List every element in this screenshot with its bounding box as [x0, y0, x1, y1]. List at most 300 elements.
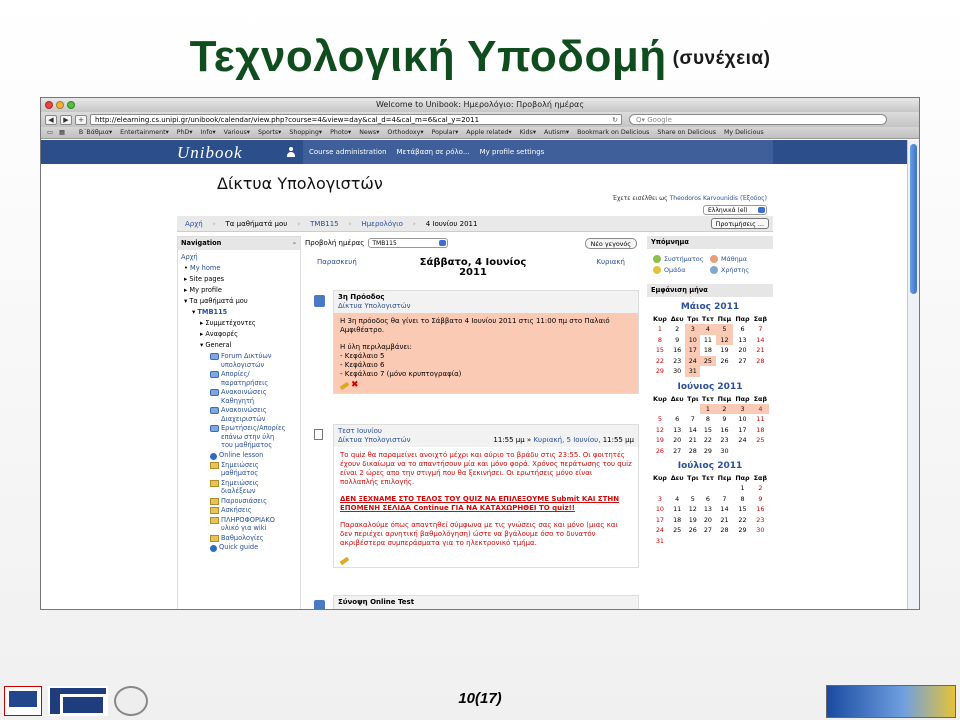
day-view — [305, 236, 639, 610]
search-field[interactable]: Q▾ Google — [629, 114, 887, 125]
window-controls — [45, 101, 75, 109]
nav-resource-item[interactable] — [210, 543, 288, 552]
calendar-day[interactable]: 22 — [703, 436, 712, 445]
back-button[interactable]: ◀ — [45, 115, 57, 125]
calendar-day — [733, 536, 751, 547]
legend-item[interactable] — [710, 266, 767, 274]
calendar-day[interactable]: 3 — [685, 324, 700, 335]
page-number: 10(17) — [458, 690, 502, 707]
calendar-day[interactable]: 14 — [720, 505, 729, 514]
calendar-day[interactable]: 24 — [655, 526, 664, 535]
calendar-day[interactable]: 28 — [756, 356, 765, 365]
weekday-header: Πεμ — [717, 315, 732, 323]
calendar-day[interactable]: 1 — [700, 404, 715, 415]
event-time: 11:55 μμ » Κυριακή, 5 Ιουνίου, 11:55 μμ — [493, 436, 634, 444]
calendar-day[interactable]: 2 — [675, 325, 680, 334]
view-controls — [305, 236, 639, 250]
calendar-day[interactable]: 28 — [688, 446, 697, 455]
month-table — [651, 314, 769, 377]
folder-icon — [210, 480, 219, 487]
calendar-day[interactable]: 12 — [655, 425, 664, 434]
calendar-day[interactable]: 15 — [655, 346, 664, 355]
event-header — [334, 425, 638, 447]
preferences-button[interactable]: Προτιμήσεις ... — [711, 218, 769, 229]
forum-icon — [210, 425, 219, 432]
calendar-day[interactable]: 7 — [690, 415, 695, 424]
legend-label: Μάθημα — [721, 255, 747, 263]
nav-home[interactable]: Αρχή — [181, 253, 198, 261]
reading-list-icon[interactable]: ▭ — [47, 129, 53, 136]
reload-icon[interactable]: ↻ — [612, 116, 618, 124]
delete-icon[interactable]: ✖ — [351, 380, 359, 390]
zoom-window-button[interactable] — [67, 101, 75, 109]
day-header — [305, 250, 639, 284]
calendar-day[interactable]: 17 — [685, 345, 700, 356]
course-select[interactable]: TMB115 — [368, 238, 448, 248]
weekday-header: Κυρ — [653, 474, 667, 482]
calendar-day[interactable]: 14 — [756, 335, 765, 344]
calendar-day[interactable]: 15 — [703, 425, 712, 434]
nav-resource-item[interactable] — [210, 451, 288, 460]
calendar-day[interactable]: 22 — [738, 515, 747, 524]
previous-day-link[interactable]: Παρασκευή — [317, 258, 357, 266]
window-title: Welcome to Unibook: Ημερολόγιο: Προβολή ημέρας — [375, 100, 585, 109]
weekday-header: Δευ — [670, 315, 684, 323]
calendar-day[interactable]: 20 — [673, 436, 682, 445]
event-card — [333, 595, 639, 610]
nav-my-profile[interactable]: ▸ My profile — [184, 286, 222, 294]
event-warning: ΔΕΝ ΞΕΧΝΑΜΕ ΣΤΟ ΤΕΛΟΣ ΤΟΥ QUIZ ΝΑ ΕΠΙΛΕΞΟΥΜΕ Submit ΚΑΙ ΣΤΗΝ ΕΠΟΜΕΝΗ ΣΕΛΙΔΑ Continue ΓΙΑ ΝΑ ΚΑΤΑΧΩΡΗΘΕΙ ΤΟ quiz!! — [340, 495, 620, 512]
nav-resource-label: Σημειώσεις διαλέξεων — [221, 478, 259, 495]
resource-list — [178, 352, 288, 552]
weekday-header: Τετ — [701, 474, 714, 482]
breadcrumb-course[interactable]: ΤΜΒ115 — [310, 219, 339, 228]
bookmark-item[interactable]: PhD▾ — [176, 129, 193, 136]
close-window-button[interactable] — [45, 101, 53, 109]
bookmark-item[interactable]: Share on Delicious — [657, 129, 716, 136]
menu-switch-role[interactable]: Μετάβαση σε ρόλο... — [396, 148, 470, 156]
calendar-day — [685, 404, 700, 415]
user-link[interactable]: Theodoros Karvounidis — [669, 195, 739, 202]
calendar-day[interactable]: 29 — [738, 526, 747, 535]
calendar-day[interactable]: 21 — [756, 346, 765, 355]
event-name: Σύνοψη Online Test — [338, 598, 415, 606]
calendar-day[interactable]: 10 — [685, 335, 700, 346]
event-text: Η 3η πρόοδος θα γίνει το Σάββατο 4 Ιουνίου 2011 στις 11:00 πμ στο Παλαιό Αμφιθέατρο. — [340, 317, 610, 334]
window-titlebar — [41, 98, 919, 112]
month-title[interactable]: Ιούλιος 2011 — [677, 461, 743, 471]
navigation-tree — [178, 250, 300, 351]
weekday-header: Τετ — [701, 394, 714, 403]
calendar-day[interactable]: 20 — [703, 515, 712, 524]
weekday-header: Δευ — [670, 474, 684, 482]
bookmark-item[interactable]: Bookmark on Delicious — [577, 129, 650, 136]
calendar-day[interactable]: 11 — [673, 505, 682, 514]
folder-icon — [210, 507, 219, 514]
event-text: Το quiz θα παραμείνει ανοιχτό μέχρι και αύριο το βράδυ στις 23:55. Οι φοιτητές έχουν δικαίωμα να το απαντήσουν μία και μόνο φορά. Χρόνος περάτωσης του quiz είναι 2 ώρες απο την στιγμή που θα ξεκινήσει. Οι ερωτήσεις μόνο είναι πολλαπλής επιλογής. — [340, 451, 632, 486]
legend-heading: Υπόμνημα — [647, 236, 773, 249]
calendar-day[interactable]: 25 — [756, 436, 765, 445]
calendar-day — [716, 483, 734, 494]
event-course-link[interactable]: Δίκτυα Υπολογιστών — [338, 436, 411, 444]
calendar-day[interactable]: 6 — [675, 415, 680, 424]
calendar-day[interactable]: 13 — [673, 425, 682, 434]
nav-resource-label: Ασκήσεις — [221, 506, 252, 514]
event-header — [334, 596, 638, 609]
event-list-item: - Κεφάλαιο 7 (μόνο κρυπτογραφία) — [340, 370, 462, 378]
forum-icon — [210, 353, 219, 360]
nav-course[interactable]: ▾ TMB115 — [192, 308, 228, 316]
calendar-day[interactable]: 9 — [675, 335, 680, 344]
nav-resource-label: Βαθμολογίες — [221, 533, 264, 542]
weekday-header: Κυρ — [653, 394, 667, 403]
nav-resource-label: Ανακοινώσεις Καθηγητή — [221, 388, 267, 405]
next-day-link[interactable]: Κυριακή — [596, 258, 625, 266]
calendar-day[interactable]: 30 — [673, 367, 682, 376]
calendar-day — [752, 536, 769, 547]
calendar-day[interactable]: 30 — [756, 526, 765, 535]
calendar-day[interactable]: 6 — [740, 325, 745, 334]
grid-icon[interactable]: ▦ — [58, 129, 65, 136]
calendar-day[interactable]: 21 — [720, 515, 729, 524]
calendar-day[interactable]: 24 — [738, 436, 747, 445]
bookmark-item[interactable]: My Delicious — [723, 129, 764, 136]
course-header — [177, 164, 773, 216]
bookmark-item[interactable]: Kids▾ — [519, 129, 536, 136]
calendar-day — [685, 536, 700, 547]
calendar-day[interactable]: 22 — [655, 356, 664, 365]
calendar-day[interactable]: 23 — [673, 356, 682, 365]
event-end-day-link[interactable]: Κυριακή, 5 Ιουνίου, — [533, 436, 601, 444]
event-text: Παρακαλούμε όπως απαντηθεί σύμφωνα με τις γνώσεις σας και μόνο (μιας και δεν περιέχει αρνητική βαθμολόγηση) ώστε να βγάλουμε όσο το δυνατόν ακριβέστερα συμπεράσματα για το ηλεκτρονικό τμήμα. — [340, 521, 618, 547]
navigation-heading: Navigation – — [178, 237, 300, 250]
calendar-sidebar — [647, 236, 773, 610]
folder-icon — [210, 498, 219, 505]
globe-icon — [210, 453, 217, 460]
legend-eye-icon — [653, 266, 661, 274]
nav-resource-label: Quick guide — [219, 543, 259, 551]
calendar-day[interactable]: 12 — [688, 505, 697, 514]
web-page — [41, 140, 909, 610]
calendar-day[interactable]: 5 — [657, 415, 662, 424]
weekday-header: Δευ — [670, 394, 684, 403]
calendar-day[interactable]: 21 — [688, 436, 697, 445]
calendar-day[interactable]: 19 — [655, 436, 664, 445]
bookmark-item[interactable]: Info▾ — [200, 129, 216, 136]
calendar-day[interactable]: 4 — [752, 404, 769, 415]
calendar-day[interactable]: 2 — [716, 404, 734, 415]
calendar-day[interactable]: 8 — [705, 415, 710, 424]
weekday-header: Κυρ — [653, 315, 667, 323]
legend-eye-icon — [710, 255, 718, 263]
menu-profile-settings[interactable]: My profile settings — [479, 148, 545, 156]
site-menu — [303, 140, 773, 164]
calendar-day[interactable]: 13 — [703, 505, 712, 514]
nav-resource-item[interactable] — [210, 370, 288, 387]
legend-label: Χρήστης — [721, 266, 750, 274]
breadcrumb-current-day: 4 Ιουνίου 2011 — [425, 219, 478, 228]
calendar-day[interactable]: 26 — [688, 526, 697, 535]
legend-eye-icon — [710, 266, 718, 274]
nav-resource-label: Παρουσιάσεις — [221, 496, 267, 505]
nav-site-pages[interactable]: ▸ Site pages — [184, 275, 225, 283]
user-icon[interactable] — [286, 147, 296, 157]
weekday-header: Πεμ — [717, 394, 732, 403]
calendar-day[interactable]: 8 — [740, 494, 745, 503]
calendar-day — [733, 446, 751, 457]
calendar-day[interactable]: 25 — [700, 356, 715, 367]
bookmark-item[interactable]: Various▾ — [223, 129, 250, 136]
bookmark-item[interactable]: News▾ — [359, 129, 380, 136]
breadcrumb-my-courses[interactable]: Τα μαθήματά μου — [225, 219, 288, 228]
nav-resource-item[interactable] — [210, 534, 288, 543]
calendar-day[interactable]: 5 — [716, 324, 734, 335]
calendar-day[interactable]: 16 — [756, 505, 765, 514]
nav-resource-item[interactable] — [210, 506, 288, 515]
calendar-day — [752, 446, 769, 457]
address-bar[interactable] — [90, 114, 622, 125]
calendar-day[interactable]: 7 — [722, 494, 727, 503]
calendar-day[interactable]: 17 — [655, 515, 664, 524]
weekday-header: Παρ — [735, 394, 750, 403]
calendar-day[interactable]: 9 — [722, 415, 727, 424]
calendar-day — [716, 536, 734, 547]
calendar-day[interactable]: 28 — [720, 526, 729, 535]
url-text: http://elearning.cs.unipi.gr/unibook/calendar/view.php?course=4&view=day&cal_d=4&cal_m=6&cal_y=2011 — [95, 116, 480, 124]
calendar-day — [669, 536, 686, 547]
slide-title — [0, 32, 960, 82]
calendar-day[interactable]: 9 — [758, 494, 763, 503]
calendar-day[interactable]: 29 — [655, 367, 664, 376]
month-view-heading[interactable]: Εμφάνιση μήνα — [647, 284, 773, 297]
calendar-day[interactable]: 31 — [655, 536, 664, 545]
nav-resource-label: Σημειώσεις μαθήματος — [221, 460, 259, 477]
calendar-day[interactable]: 3 — [733, 404, 751, 415]
calendar-day[interactable]: 1 — [740, 484, 745, 493]
nav-resource-item[interactable] — [210, 424, 288, 450]
calendar-day[interactable]: 20 — [738, 346, 747, 355]
calendar-day[interactable]: 27 — [673, 446, 682, 455]
month-table — [651, 394, 769, 457]
calendar-day — [700, 536, 715, 547]
weekday-header: Τρι — [687, 315, 699, 323]
mini-calendars — [647, 302, 773, 546]
calendar-day[interactable]: 23 — [720, 436, 729, 445]
weekday-header: Πεμ — [717, 474, 732, 482]
event-description — [334, 313, 638, 393]
nav-my-home[interactable]: • My home — [184, 264, 221, 272]
add-bookmark-button[interactable]: + — [75, 115, 87, 125]
bookmark-item[interactable]: Entertainment▾ — [120, 129, 169, 136]
legend-item[interactable] — [653, 255, 710, 263]
calendar-day — [685, 483, 700, 494]
calendar-day[interactable]: 17 — [738, 425, 747, 434]
bookmark-item[interactable]: Popular▾ — [431, 129, 459, 136]
folder-icon — [210, 462, 219, 469]
collapse-icon[interactable]: – — [292, 239, 296, 247]
month-title[interactable]: Μάιος 2011 — [680, 302, 740, 312]
nav-my-courses[interactable]: ▾ Τα μαθήματά μου — [184, 297, 248, 305]
nav-reports[interactable]: ▸ Αναφορές — [200, 330, 238, 338]
legend-eye-icon — [653, 255, 661, 263]
bookmark-item[interactable]: Shopping▾ — [289, 129, 323, 136]
bookmark-item[interactable]: Autism▾ — [544, 129, 570, 136]
calendar-day[interactable]: 3 — [657, 494, 662, 503]
calendar-day — [651, 483, 669, 494]
url-toolbar — [41, 112, 919, 127]
calendar-day[interactable]: 19 — [720, 346, 729, 355]
calendar-day[interactable]: 5 — [690, 494, 695, 503]
legend-item[interactable] — [653, 266, 710, 274]
conference-logo — [826, 685, 956, 718]
scrollbar-thumb[interactable] — [910, 144, 917, 294]
breadcrumb-home[interactable]: Αρχή — [185, 219, 203, 228]
nav-resource-label: Ερωτήσεις/Απορίες επάνω στην ύλη του μαθήματος — [221, 424, 286, 449]
quiz-icon — [314, 429, 323, 440]
bookmark-item[interactable]: Orthodoxy▾ — [387, 129, 424, 136]
calendar-day[interactable]: 19 — [688, 515, 697, 524]
event-card — [333, 424, 639, 568]
forward-button[interactable]: ▶ — [60, 115, 72, 125]
calendar-day[interactable]: 15 — [738, 505, 747, 514]
calendar-day[interactable]: 1 — [657, 325, 662, 334]
bookmark-item[interactable]: Apple related▾ — [466, 129, 512, 136]
breadcrumb: Αρχή › Τα μαθήματά μου › ΤΜΒ115 › Ημερολόγιο › 4 Ιουνίου 2011 Προτιμήσεις ... — [177, 216, 773, 232]
forum-icon — [210, 389, 219, 396]
weekday-header: Σαβ — [753, 315, 768, 323]
month-title[interactable]: Ιούνιος 2011 — [677, 381, 743, 392]
calendar-day[interactable]: 8 — [657, 335, 662, 344]
site-header — [41, 140, 909, 164]
event-list-item: - Κεφάλαιο 6 — [340, 361, 385, 369]
calendar-day[interactable]: 2 — [758, 484, 763, 493]
vertical-scrollbar[interactable] — [907, 140, 919, 610]
slide-title-text: Τεχνολογική Υποδομή — [189, 32, 667, 81]
calendar-day[interactable]: 18 — [703, 346, 712, 355]
legend-label: Ομάδα — [664, 266, 686, 274]
nav-general[interactable]: ▾ General — [200, 341, 232, 349]
calendar-day[interactable]: 29 — [703, 446, 712, 455]
calendar-day[interactable]: 27 — [703, 526, 712, 535]
bookmark-item[interactable]: Photo▾ — [330, 129, 352, 136]
nav-resource-label: ΠΛΗΡΟΦΟΡΙΑΚΟ υλικό για wiki — [221, 515, 275, 532]
calendar-day[interactable]: 25 — [673, 526, 682, 535]
legend-label: Συστήματος — [664, 255, 704, 263]
calendar-day[interactable]: 16 — [673, 346, 682, 355]
event-name-link[interactable]: Τεστ Ιουνίου — [338, 427, 382, 435]
calendar-day[interactable]: 12 — [716, 335, 734, 346]
calendar-day[interactable]: 26 — [655, 446, 664, 455]
nav-resource-label: Ανακοινώσεις Διαχειριστών — [221, 406, 267, 423]
calendar-day — [733, 366, 751, 377]
event-course-link[interactable]: Δίκτυα Υπολογιστών — [338, 302, 411, 310]
calendar-day[interactable]: 27 — [738, 356, 747, 365]
forum-icon — [210, 371, 219, 378]
calendar-day[interactable]: 30 — [720, 446, 729, 455]
breadcrumb-calendar[interactable]: Ημερολόγιο — [361, 219, 403, 228]
nav-resource-label: Απορίες/ παρατηρήσεις — [221, 370, 269, 387]
weekday-header: Παρ — [735, 315, 750, 323]
nav-resource-item[interactable] — [210, 406, 288, 423]
calendar-day — [700, 366, 715, 377]
calendar-day[interactable]: 6 — [705, 494, 710, 503]
calendar-day[interactable]: 18 — [756, 425, 765, 434]
event-name: 3η Πρόοδος — [338, 293, 385, 301]
minimize-window-button[interactable] — [56, 101, 64, 109]
nav-resource-item[interactable] — [210, 497, 288, 506]
day-title: Σάββατο, 4 Ιουνίος 2011 — [419, 257, 527, 278]
edit-icon[interactable] — [340, 382, 350, 390]
calendar-day[interactable]: 4 — [700, 324, 715, 335]
nav-resource-label: Forum Δικτύων υπολογιστών — [221, 352, 272, 369]
folder-icon — [210, 535, 219, 542]
nav-resource-label: Online lesson — [219, 450, 264, 459]
calendar-day[interactable]: 26 — [720, 356, 729, 365]
weekday-header: Τρι — [687, 474, 699, 482]
calendar-day[interactable]: 7 — [758, 325, 763, 334]
forum-icon — [210, 407, 219, 414]
month-table — [651, 473, 769, 546]
bookmark-item[interactable]: Β΄Βάθμια▾ — [78, 129, 113, 136]
calendar-day — [651, 404, 669, 415]
slide-subtitle: (συνέχεια) — [672, 48, 771, 70]
weekday-header: Τρι — [687, 394, 699, 403]
edit-icon[interactable] — [340, 557, 350, 565]
calendar-day[interactable]: 11 — [703, 335, 712, 344]
calendar-day[interactable]: 18 — [673, 515, 682, 524]
bookmarks-bar — [41, 127, 919, 139]
nav-resource-item[interactable] — [210, 516, 288, 533]
weekday-header: Τετ — [701, 315, 714, 323]
nav-resource-item[interactable] — [210, 352, 288, 369]
new-event-button[interactable]: Νέο γεγονός — [585, 238, 637, 249]
weekday-header: Σαβ — [753, 394, 768, 403]
calendar-day[interactable]: 24 — [685, 356, 700, 367]
language-select[interactable]: Ελληνικά (el) — [703, 205, 767, 215]
calendar-day[interactable]: 23 — [756, 515, 765, 524]
nav-participants[interactable]: ▸ Συμμετέχοντες — [200, 319, 256, 327]
browser-screenshot — [40, 97, 920, 610]
event-header — [334, 291, 638, 313]
calendar-day[interactable]: 13 — [738, 335, 747, 344]
nav-resource-item[interactable] — [210, 479, 288, 496]
calendar-day[interactable]: 4 — [675, 494, 680, 503]
nav-resource-item[interactable] — [210, 388, 288, 405]
calendar-day[interactable]: 16 — [720, 425, 729, 434]
calendar-day — [669, 404, 686, 415]
event-list-item: - Κεφάλαιο 5 — [340, 352, 385, 360]
folder-icon — [210, 517, 219, 524]
unibook-logo[interactable]: Unibook — [177, 143, 243, 162]
calendar-day[interactable]: 10 — [655, 505, 664, 514]
calendar-day[interactable]: 11 — [756, 415, 765, 424]
legend-item[interactable] — [710, 255, 767, 263]
calendar-day[interactable]: 10 — [738, 415, 747, 424]
calendar-day[interactable]: 14 — [688, 425, 697, 434]
event-card — [333, 290, 639, 394]
calendar-icon — [314, 600, 325, 610]
calendar-day[interactable]: 31 — [685, 366, 700, 377]
login-info: Έχετε εισέλθει ως Theodoros Karvounidis (Έξοδος) — [612, 195, 767, 202]
logout-link[interactable]: (Έξοδος) — [739, 195, 767, 202]
calendar-day — [716, 366, 734, 377]
calendar-day — [669, 483, 686, 494]
weekday-header: Παρ — [735, 474, 750, 482]
menu-course-administration[interactable]: Course administration — [309, 148, 387, 156]
weekday-header: Σαβ — [753, 474, 768, 482]
bookmark-item[interactable]: Sports▾ — [257, 129, 282, 136]
nav-resource-item[interactable] — [210, 461, 288, 478]
